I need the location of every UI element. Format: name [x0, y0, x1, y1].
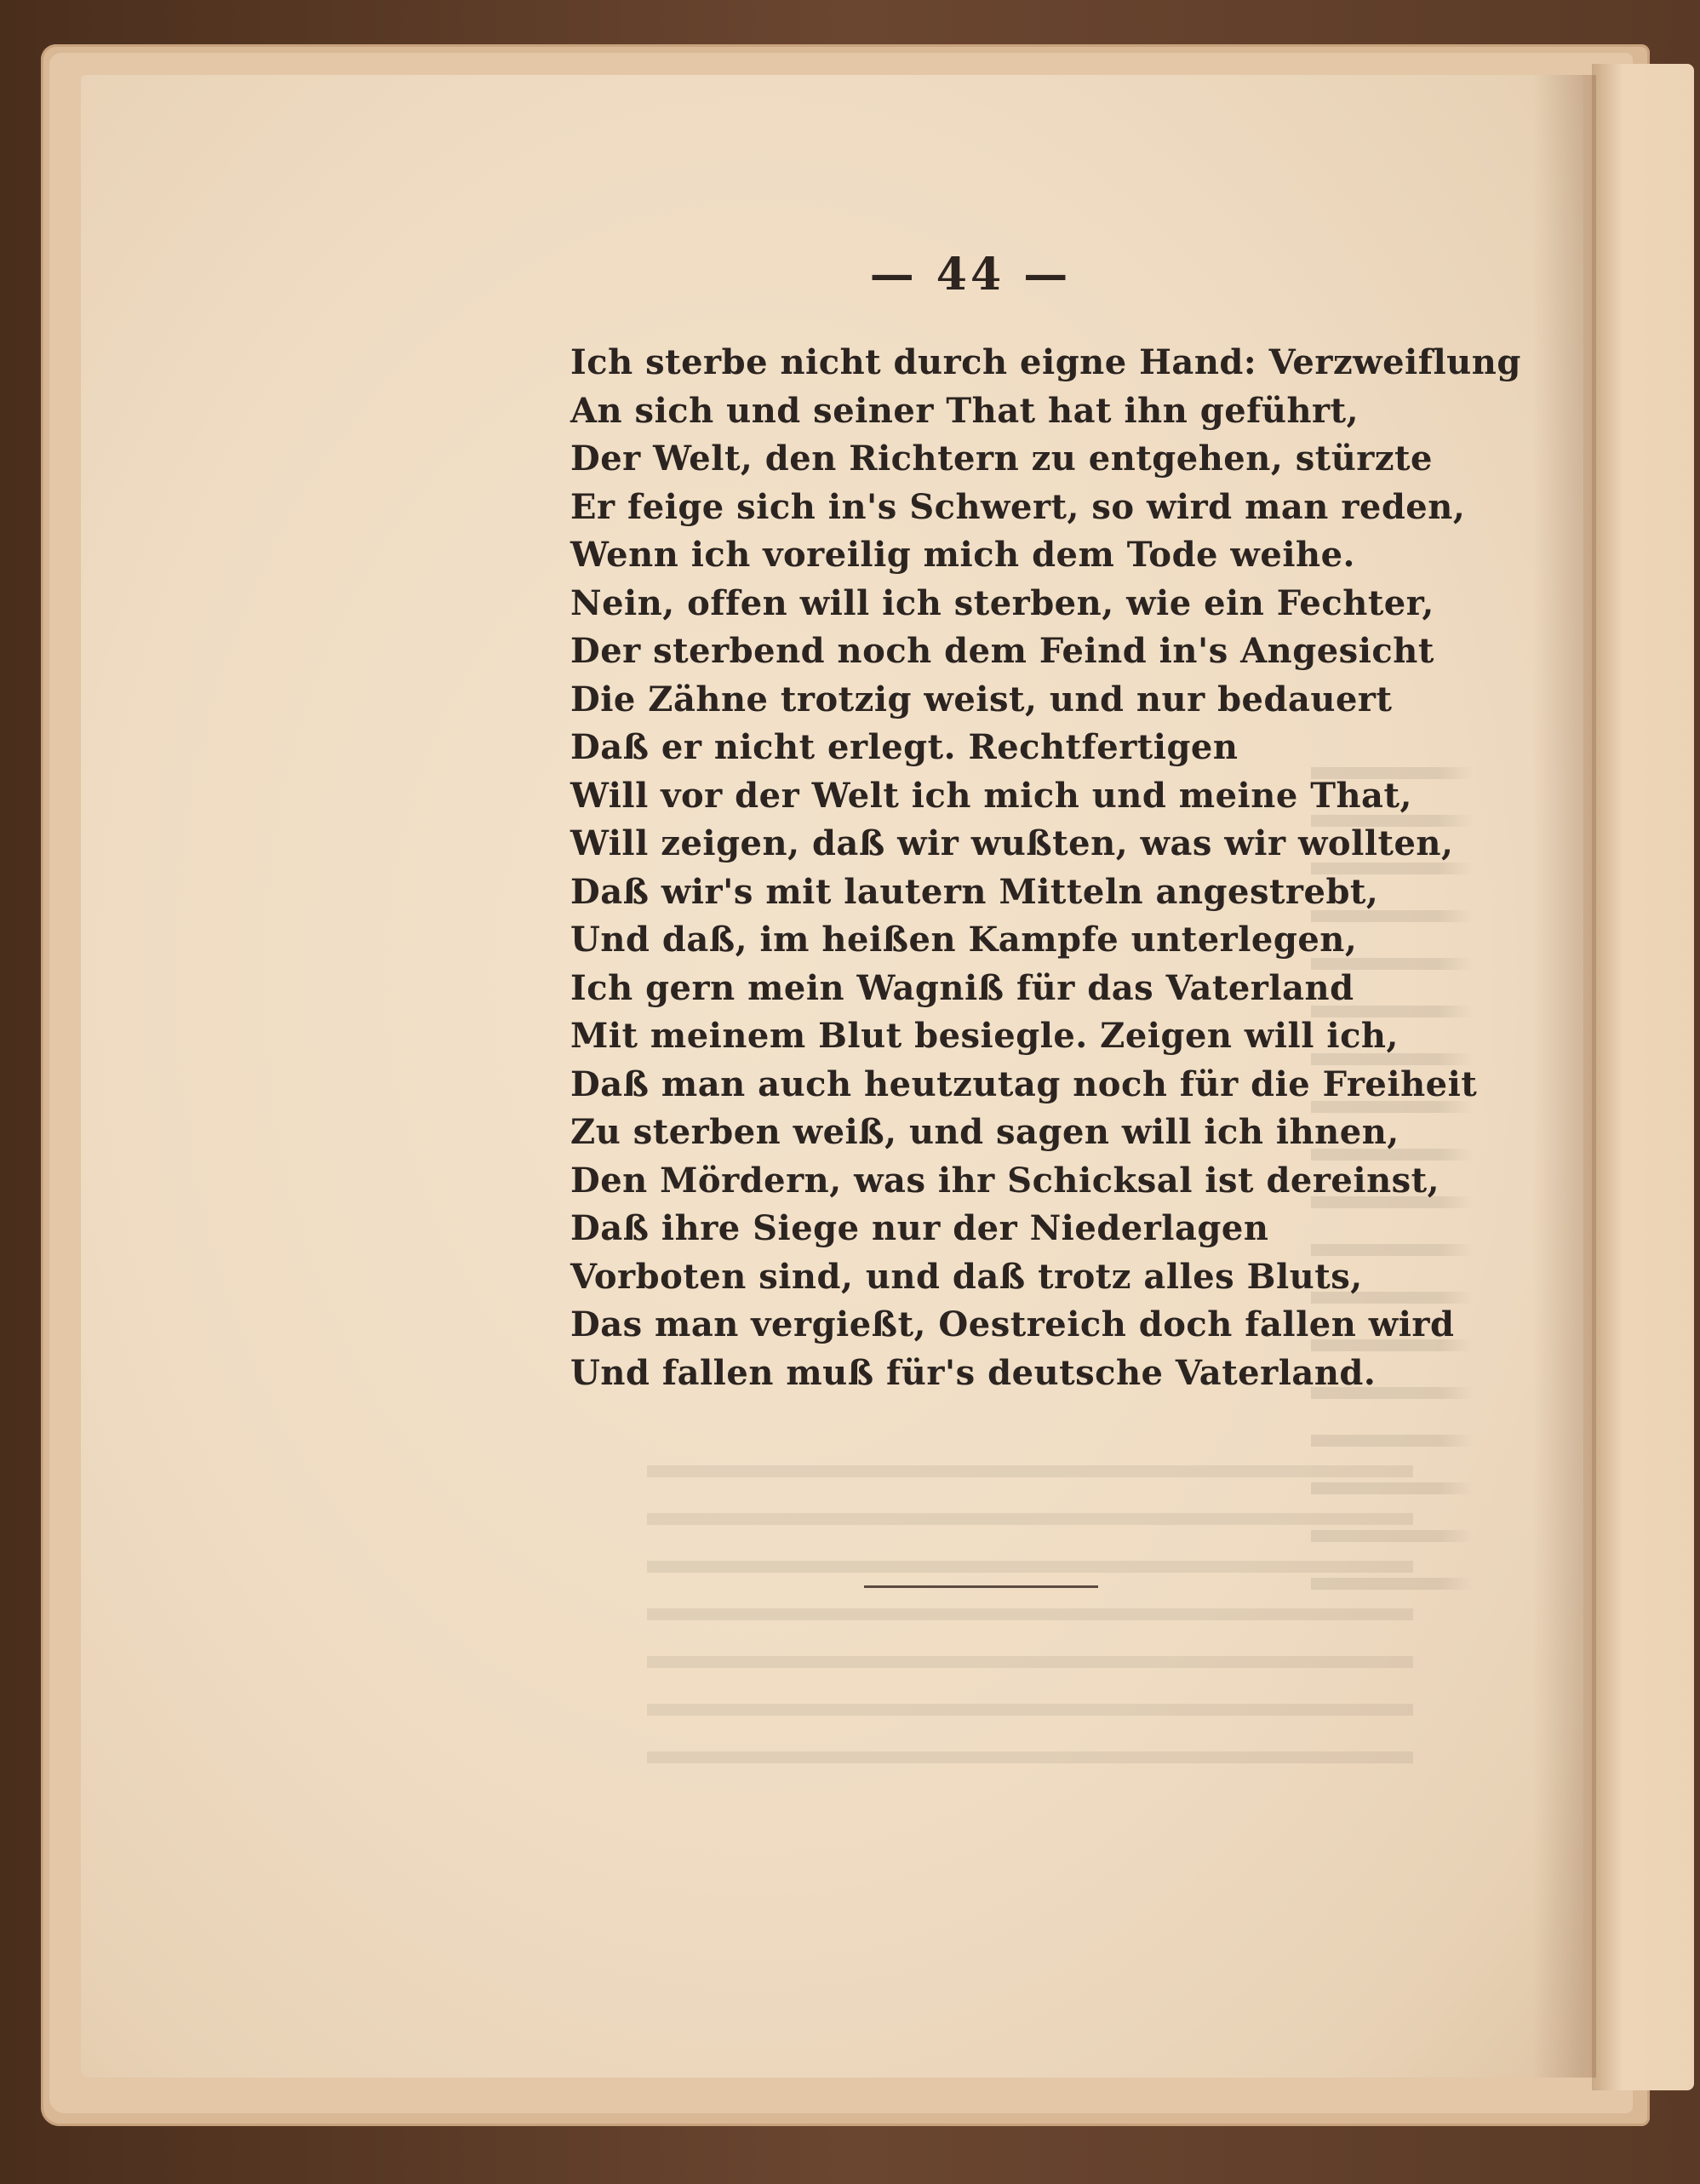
poem-line: Daß wir's mit lautern Mitteln angestrebt, [570, 871, 1379, 912]
poem-text [570, 339, 1521, 1397]
poem-line: Den Mördern, was ihr Schicksal ist dereinst, [570, 1160, 1440, 1201]
page-number: — 44 — [869, 249, 1072, 301]
poem-line: Ich sterbe nicht durch eigne Hand: Verzweiflung [570, 342, 1521, 382]
poem-line: Und daß, im heißen Kampfe unterlegen, [570, 920, 1358, 960]
poem-line: Das man vergießt, Oestreich doch fallen wird [570, 1304, 1455, 1344]
poem-line: Wenn ich voreilig mich dem Tode weihe. [570, 535, 1355, 575]
poem-line: Daß er nicht erlegt. Rechtfertigen [570, 727, 1239, 767]
poem-line: Mit meinem Blut besiegle. Zeigen will ich, [570, 1016, 1399, 1056]
poem-line: Daß man auch heutzutag noch für die Freiheit [570, 1063, 1478, 1104]
poem-line: Die Zähne trotzig weist, und nur bedauert [570, 679, 1393, 719]
gutter-shadow [1532, 75, 1596, 2078]
poem-line: Daß ihre Siege nur der Niederlagen [570, 1208, 1269, 1248]
poem-line: Vorboten sind, und daß trotz alles Bluts, [570, 1256, 1363, 1297]
facing-page-edge [1592, 64, 1694, 2090]
poem-line: Der sterbend noch dem Feind in's Angesicht [570, 631, 1434, 671]
section-divider-rule [864, 1585, 1098, 1588]
poem-line: Will vor der Welt ich mich und meine That, [570, 775, 1412, 816]
poem-line: Nein, offen will ich sterben, wie ein Fechter, [570, 582, 1434, 623]
poem-line: Der Welt, den Richtern zu entgehen, stürzte [570, 439, 1433, 479]
poem-line: Zu sterben weiß, und sagen will ich ihnen, [570, 1112, 1399, 1152]
poem-line: Und fallen muß für's deutsche Vaterland. [570, 1352, 1377, 1393]
show-through-text-lower [647, 1447, 1413, 1814]
poem-line: Er feige sich in's Schwert, so wird man reden, [570, 486, 1466, 527]
poem-line: Ich gern mein Wagniß für das Vaterland [570, 967, 1354, 1008]
poem-line: An sich und seiner That hat ihn geführt, [570, 390, 1359, 431]
poem-line: Will zeigen, daß wir wußten, was wir wollten, [570, 823, 1454, 863]
